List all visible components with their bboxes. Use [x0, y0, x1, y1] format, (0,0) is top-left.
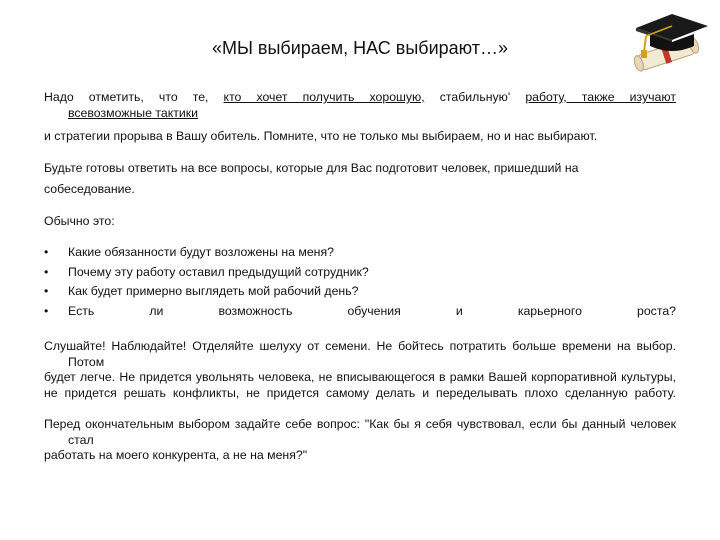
paragraph-intro-line3: и стратегии прорыва в Вашу обитель. Помните, что не только мы выбираем, но и нас выбирают. [44, 129, 598, 143]
list-item [44, 245, 676, 261]
paragraph-prepare-line1: Будьте готовы ответить на все вопросы, которые для Вас подготовит человек, пришедший на [44, 160, 579, 175]
underlined-link-2[interactable]: работу, также изучают [525, 90, 676, 104]
paragraph-intro-line1 [44, 90, 676, 106]
bullet-icon: • [44, 245, 49, 259]
underlined-link-3[interactable]: всевозможные тактики [68, 105, 198, 120]
slide-body [44, 90, 676, 464]
intro-text-2: стабильную' [424, 90, 526, 104]
list-item [44, 304, 676, 320]
slide-title: «МЫ выбираем, НАС выбирают…» [211, 38, 509, 58]
bullet-icon: • [44, 264, 49, 279]
question-text: Какие обязанности будут возложены на меня? [68, 245, 334, 259]
list-item [44, 284, 676, 300]
bullet-icon: • [44, 303, 49, 318]
intro-text-1: Надо отметить, что те, [44, 90, 224, 104]
paragraph-final-line1: Перед окончательным выбором задайте себе вопрос: "Как бы я себя чувствовал, если бы данный человек стал [44, 417, 676, 447]
paragraph-final-line2: работать на моего конкурента, а не на меня?" [44, 448, 308, 462]
questions-list [44, 245, 676, 319]
question-text: Есть ли возможность обучения и карьерного роста? [68, 303, 676, 318]
paragraph-usually: Обычно это: [44, 213, 115, 228]
paragraph-listen-line3: не придется решать конфликты, не придется самому делать и переделывать плохо сделанную работу. [44, 385, 676, 400]
paragraph-intro-line2 [44, 106, 676, 122]
bullet-icon: • [44, 284, 49, 298]
list-item [44, 265, 676, 281]
paragraph-prepare-line2: собеседование. [44, 182, 135, 196]
paragraph-listen-line1: Слушайте! Наблюдайте! Отделяйте шелуху от семени. Не бойтесь потратить больше времени на выбор. Потом [44, 339, 676, 369]
paragraph-listen-line2: будет легче. Не придется увольнять человека, не вписывающегося в рамки Вашей корпоративной культуры, [44, 370, 676, 384]
question-text: Почему эту работу оставил предыдущий сотрудник? [68, 264, 369, 279]
underlined-link-1[interactable]: кто хочет получить хорошую, [223, 90, 425, 104]
question-text: Как будет примерно выглядеть мой рабочий день? [68, 284, 359, 298]
